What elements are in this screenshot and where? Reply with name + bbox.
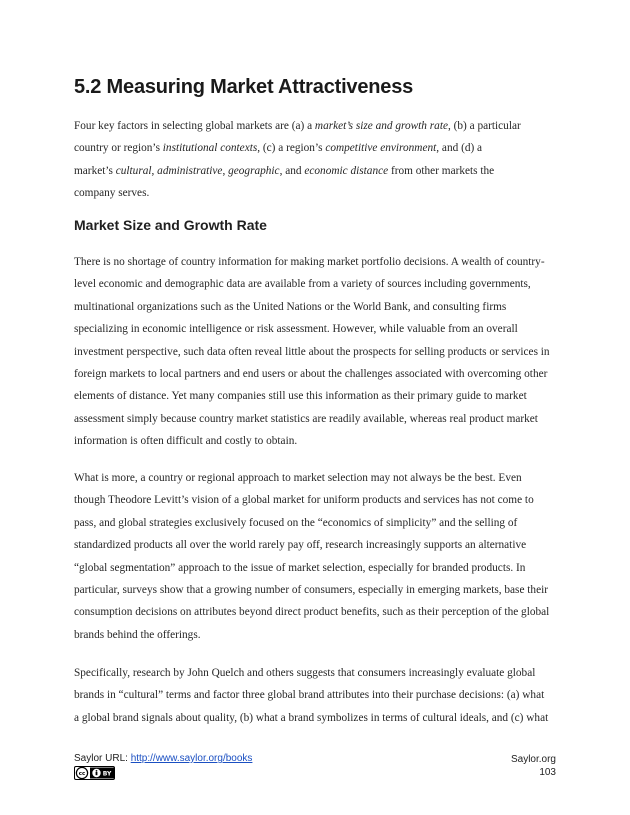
- body-text: consumption decisions on attributes beyond direct product benefits, such as their perception of the global: [74, 606, 550, 619]
- text-line: [74, 408, 560, 430]
- text-line: [74, 489, 560, 511]
- body-text: specializing in economic intelligence or risk assessment. However, while valuable from an overall: [74, 323, 518, 336]
- paragraph-3: [74, 467, 560, 646]
- body-text: though Theodore Levitt’s vision of a global market for uniform products and services has not come to: [74, 494, 534, 507]
- text-line: [74, 534, 560, 556]
- text-line: [74, 430, 560, 452]
- creative-commons-by-icon: [74, 766, 115, 780]
- body-text: information is often difficult and costly to obtain.: [74, 435, 298, 448]
- text-line: [74, 182, 560, 204]
- text-line: [74, 662, 560, 684]
- footer-site: [511, 753, 556, 779]
- emphasis-text: cultural: [115, 164, 152, 177]
- emphasis-text: geographic: [228, 164, 280, 177]
- text-line: [74, 385, 560, 407]
- footer-url-link[interactable]: http://www.saylor.org/books: [130, 753, 253, 764]
- text-line: [74, 467, 560, 489]
- body-text: pass, and global strategies exclusively focused on the “economics of simplicity” and the selling of: [74, 516, 518, 529]
- text-line: [74, 341, 560, 363]
- text-line: [74, 318, 560, 340]
- text-line: [74, 579, 560, 601]
- body-text: brands behind the offerings.: [74, 628, 201, 641]
- body-text: assessment simply because country market statistics are readily available, whereas real product market: [74, 412, 538, 425]
- emphasis-text: institutional contexts: [162, 142, 258, 155]
- svg-text:cc: cc: [78, 771, 86, 778]
- body-text: “global segmentation” approach to the issue of market selection, especially for branded products. In: [74, 561, 526, 574]
- body-text: particular, surveys show that a growing number of consumers, especially in emerging markets, base their: [74, 583, 548, 596]
- footer-site-name: Saylor.org: [510, 754, 556, 765]
- license-label: BY: [102, 770, 112, 778]
- text-line: [74, 115, 560, 137]
- subheading: Market Size and Growth Rate: [74, 217, 267, 233]
- emphasis-text: administrative: [157, 164, 223, 177]
- text-line: [74, 363, 560, 385]
- text-line: [74, 512, 560, 534]
- body-text: company serves.: [74, 187, 150, 200]
- body-text: foreign markets to local partners and end users or about the challenges associated with overcoming other: [74, 367, 548, 380]
- body-text: , and (d) a: [436, 142, 483, 155]
- emphasis-text: market’s size and growth rate: [314, 120, 448, 132]
- text-line: [74, 273, 560, 295]
- body-text: country or region’s: [74, 142, 163, 155]
- text-line: [74, 624, 560, 646]
- body-text: multinational organizations such as the United Nations or the World Bank, and consulting firms: [74, 300, 507, 313]
- body-text: a global brand signals about quality, (b) what a brand symbolizes in terms of cultural ideals, and (c) what: [74, 711, 549, 724]
- footer-source: [74, 753, 252, 764]
- body-text: ,: [222, 164, 229, 177]
- body-text: What is more, a country or regional approach to market selection may not always be the best. Even: [74, 472, 522, 484]
- text-line: [74, 684, 560, 706]
- text-line: [74, 707, 560, 729]
- body-text: , and: [279, 164, 305, 177]
- footer-url-label: Saylor URL:: [74, 753, 131, 764]
- body-text: Specifically, research by John Quelch and others suggests that consumers increasingly evaluate global: [74, 667, 536, 679]
- body-text: investment perspective, such data often reveal little about the prospects for selling products or services in: [74, 345, 550, 358]
- text-line: [74, 557, 560, 579]
- text-line: [74, 601, 560, 623]
- body-text: Four key factors in selecting global markets are (a) a: [74, 120, 315, 132]
- body-text: ,: [151, 164, 158, 177]
- text-line: [74, 296, 560, 318]
- body-text: There is no shortage of country information for making market portfolio decisions. A wealth of country-: [74, 256, 545, 268]
- body-text: , (b) a particular: [447, 120, 521, 132]
- paragraph-1: [74, 115, 560, 205]
- body-text: level economic and demographic data are available from a variety of sources including governments,: [74, 278, 531, 291]
- body-text: elements of distance. Yet many companies still use this information as their primary guide to market: [74, 390, 527, 403]
- paragraph-4: [74, 662, 560, 729]
- section-title: 5.2 Measuring Market Attractiveness: [74, 76, 414, 98]
- emphasis-text: competitive environment: [325, 142, 437, 155]
- text-line: [74, 251, 560, 273]
- body-text: standardized products all over the world rarely pay off, research increasingly supports an alternative: [74, 539, 527, 552]
- body-text: from other markets the: [388, 164, 495, 177]
- paragraph-2: [74, 251, 560, 453]
- body-text: brands in “cultural” terms and factor three global brand attributes into their purchase decisions: (a) what: [74, 689, 545, 702]
- text-line: [74, 137, 560, 159]
- body-text: market’s: [74, 164, 116, 177]
- emphasis-text: economic distance: [304, 164, 389, 177]
- body-text: , (c) a region’s: [257, 142, 326, 155]
- page-number: 103: [539, 767, 556, 778]
- text-line: [74, 160, 560, 182]
